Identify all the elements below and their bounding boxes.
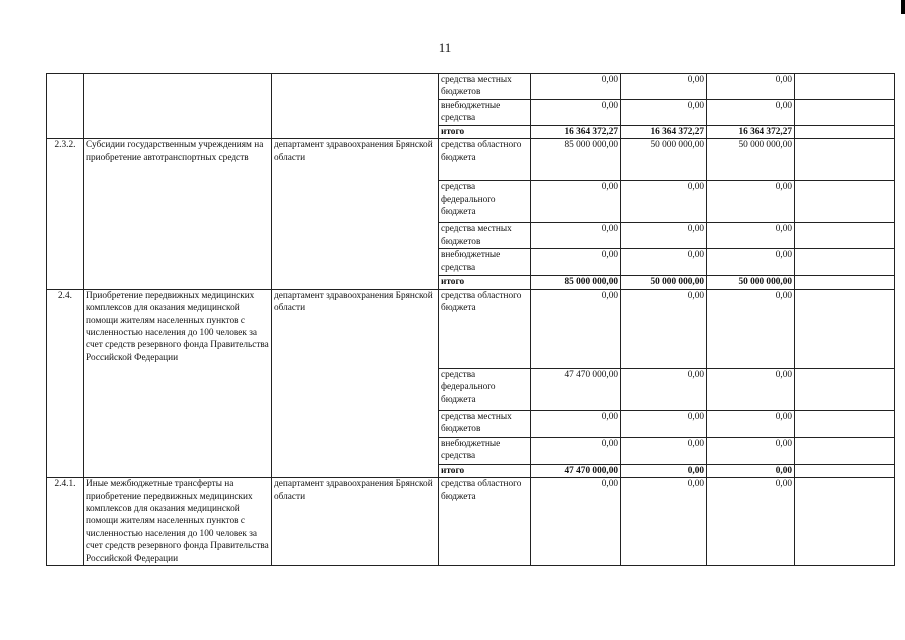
amount-year-2: 0,00 [621, 223, 707, 249]
amount-year-2: 0,00 [621, 368, 707, 410]
item-code [47, 74, 84, 139]
empty-cell [795, 276, 895, 289]
item-executor: департамент здравоохранения Брянской области [272, 289, 439, 477]
amount-year-2: 0,00 [621, 100, 707, 126]
table-row [47, 478, 895, 566]
amount-year-3: 50 000 000,00 [707, 139, 795, 181]
amount-year-3: 0,00 [707, 223, 795, 249]
item-executor: департамент здравоохранения Брянской области [272, 478, 439, 566]
amount-year-2: 50 000 000,00 [621, 276, 707, 289]
amount-year-1: 47 470 000,00 [531, 368, 621, 410]
funding-source: внебюджетные средства [439, 100, 531, 126]
item-name: Субсидии государственным учреждениям на приобретение автотранспортных средств [84, 139, 272, 289]
empty-cell [795, 368, 895, 410]
amount-year-2: 0,00 [621, 478, 707, 566]
empty-cell [795, 139, 895, 181]
empty-cell [795, 126, 895, 139]
funding-source: средства областного бюджета [439, 139, 531, 181]
page-number: 11 [438, 40, 452, 55]
table-row [47, 139, 895, 181]
empty-cell [795, 181, 895, 223]
funding-source: средства федерального бюджета [439, 368, 531, 410]
funding-source: итого [439, 126, 531, 139]
amount-year-3: 16 364 372,27 [707, 126, 795, 139]
funding-source: средства федерального бюджета [439, 181, 531, 223]
amount-year-1: 0,00 [531, 410, 621, 437]
amount-year-3: 0,00 [707, 464, 795, 477]
amount-year-2: 0,00 [621, 410, 707, 437]
amount-year-1: 0,00 [531, 74, 621, 100]
amount-year-1: 85 000 000,00 [531, 139, 621, 181]
table-row [47, 74, 895, 100]
funding-source: средства областного бюджета [439, 478, 531, 566]
amount-year-3: 50 000 000,00 [707, 276, 795, 289]
empty-cell [795, 478, 895, 566]
amount-year-3: 0,00 [707, 368, 795, 410]
empty-cell [795, 74, 895, 100]
amount-year-1: 0,00 [531, 478, 621, 566]
amount-year-3: 0,00 [707, 74, 795, 100]
item-name [84, 74, 272, 139]
empty-cell [795, 410, 895, 437]
empty-cell [795, 437, 895, 464]
amount-year-2: 16 364 372,27 [621, 126, 707, 139]
amount-year-3: 0,00 [707, 181, 795, 223]
item-code: 2.4.1. [47, 478, 84, 566]
amount-year-2: 0,00 [621, 464, 707, 477]
item-executor [272, 74, 439, 139]
funding-source: средства местных бюджетов [439, 223, 531, 249]
funding-source: средства местных бюджетов [439, 74, 531, 100]
empty-cell [795, 100, 895, 126]
amount-year-3: 0,00 [707, 478, 795, 566]
item-code: 2.4. [47, 289, 84, 477]
amount-year-2: 0,00 [621, 437, 707, 464]
amount-year-1: 0,00 [531, 289, 621, 368]
amount-year-1: 0,00 [531, 100, 621, 126]
funding-source: итого [439, 464, 531, 477]
budget-table [46, 73, 895, 566]
empty-cell [795, 223, 895, 249]
amount-year-3: 0,00 [707, 100, 795, 126]
item-name: Иные межбюджетные трансферты на приобретение передвижных медицинских комплексов для оказания медицинской помощи жителям населенных пунктов с численностью населения до 100 человек за счет средств резервного фонда Правительства Российской Федерации [84, 478, 272, 566]
funding-source: внебюджетные средства [439, 437, 531, 464]
amount-year-1: 0,00 [531, 249, 621, 276]
scan-edge-mark [901, 0, 905, 14]
amount-year-2: 0,00 [621, 181, 707, 223]
funding-source: средства местных бюджетов [439, 410, 531, 437]
amount-year-2: 0,00 [621, 74, 707, 100]
amount-year-3: 0,00 [707, 410, 795, 437]
amount-year-3: 0,00 [707, 437, 795, 464]
funding-source: средства областного бюджета [439, 289, 531, 368]
amount-year-2: 0,00 [621, 249, 707, 276]
empty-cell [795, 289, 895, 368]
item-name: Приобретение передвижных медицинских комплексов для оказания медицинской помощи жителям населенных пунктов с численностью населения до 100 человек за счет средств резервного фонда Правительства Российской Федерации [84, 289, 272, 477]
amount-year-3: 0,00 [707, 249, 795, 276]
amount-year-3: 0,00 [707, 289, 795, 368]
funding-source: итого [439, 276, 531, 289]
item-executor: департамент здравоохранения Брянской области [272, 139, 439, 289]
empty-cell [795, 249, 895, 276]
amount-year-2: 50 000 000,00 [621, 139, 707, 181]
amount-year-1: 0,00 [531, 181, 621, 223]
empty-cell [795, 464, 895, 477]
item-code: 2.3.2. [47, 139, 84, 289]
amount-year-1: 47 470 000,00 [531, 464, 621, 477]
amount-year-1: 0,00 [531, 223, 621, 249]
amount-year-1: 0,00 [531, 437, 621, 464]
table-row [47, 289, 895, 368]
funding-source: внебюджетные средства [439, 249, 531, 276]
amount-year-2: 0,00 [621, 289, 707, 368]
amount-year-1: 16 364 372,27 [531, 126, 621, 139]
amount-year-1: 85 000 000,00 [531, 276, 621, 289]
